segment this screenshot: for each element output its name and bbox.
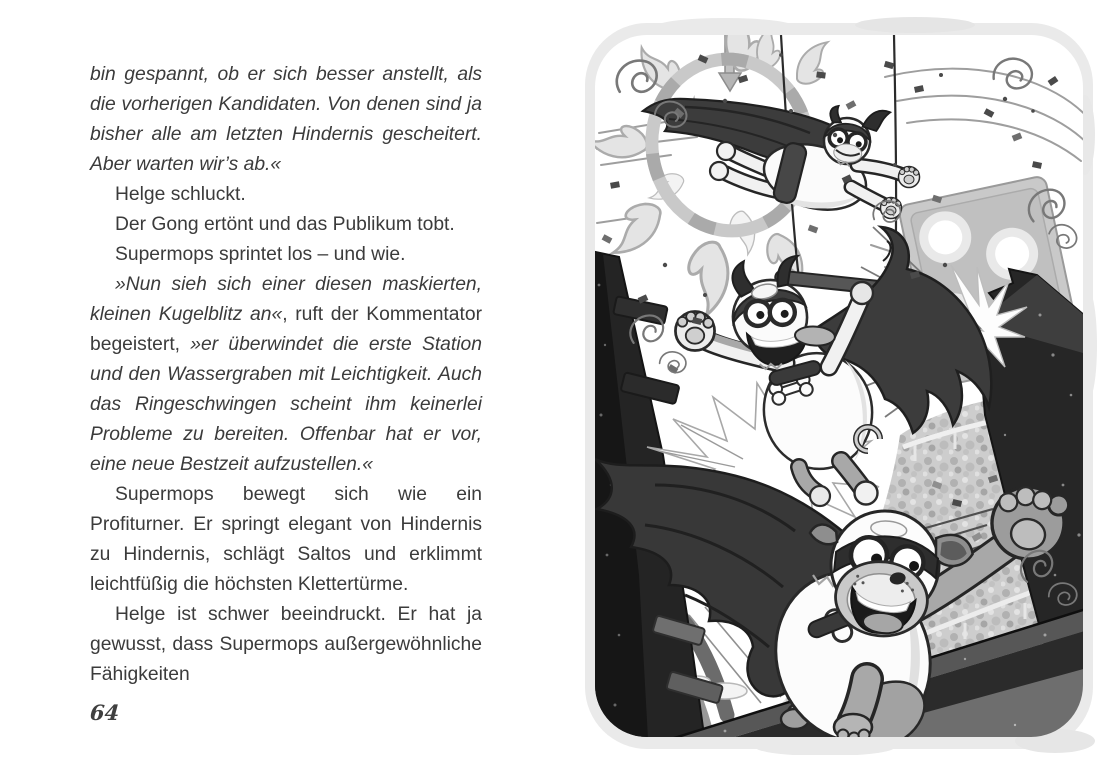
text-column (90, 60, 482, 690)
text-segment: Supermops sprintet los – und wie. (115, 244, 406, 265)
page-number: 64 (89, 700, 121, 725)
paragraph (90, 600, 482, 690)
paragraph (90, 270, 482, 480)
text-segment: Helge ist schwer beeindruckt. Er hat ja gewusst, dass Supermops außergewöhnliche Fähigkeiten (90, 604, 482, 685)
text-segment: »Nun sieh sich einer diesen maskierten, kleinen Kugelblitz an« (90, 274, 482, 325)
text-segment: , ruft der Kommentator begeistert, (90, 304, 483, 355)
text-segment: bin gespannt, ob er sich besser anstellt, als die vorherigen Kandidaten. Von denen sind ja bisher alle am letzten Hindernis gescheitert. Aber warten wir’s ab.« (90, 64, 482, 175)
text-segment: Supermops bewegt sich wie ein Profiturner. Er springt elegant von Hindernis zu Hindernis, schlägt Saltos und erklimmt leichtfüßig die höchsten Klettertürme. (90, 484, 482, 595)
text-segment: »er überwindet die erste Station und den Wassergraben mit Leichtigkeit. Auch das Ringeschwingen scheint ihm keinerlei Probleme zu bereiten. Offenbar hat er vor, eine neue Bestzeit aufzustellen.« (90, 334, 482, 475)
paragraph (90, 210, 482, 240)
paragraph (90, 480, 482, 600)
text-segment: Helge schluckt. (115, 184, 246, 205)
text-segment: Der Gong ertönt und das Publikum tobt. (115, 214, 455, 235)
paragraph (90, 180, 482, 210)
paragraph (90, 240, 482, 270)
illustration (585, 15, 1097, 755)
paragraph (90, 60, 482, 180)
